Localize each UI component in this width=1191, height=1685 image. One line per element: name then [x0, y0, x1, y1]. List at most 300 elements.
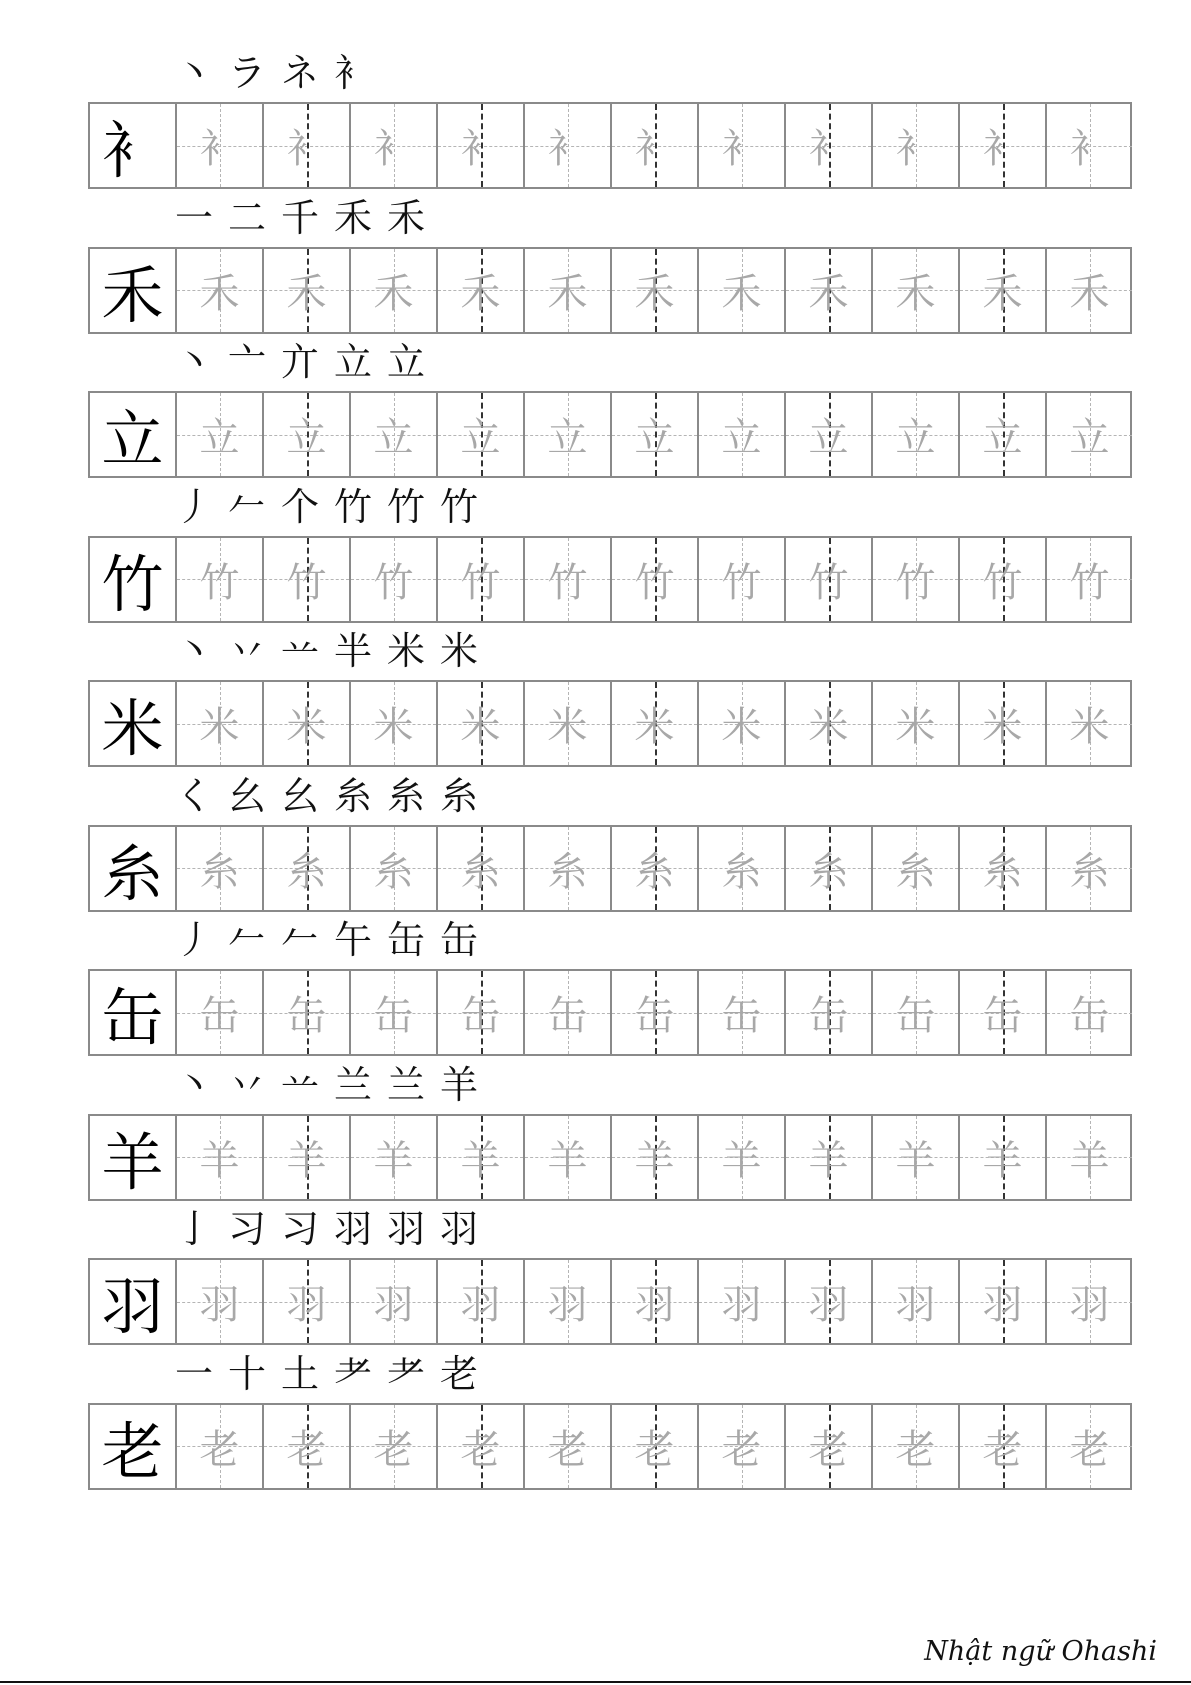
tracing-cell[interactable]: [349, 1116, 436, 1199]
model-character: 缶: [101, 981, 164, 1054]
kanji-row-1: [0, 48, 1191, 203]
tracing-character: 衤: [895, 126, 936, 172]
tracing-character: 羊: [1069, 1137, 1110, 1184]
tracing-character: 羊: [199, 1137, 240, 1184]
tracing-cell[interactable]: [175, 249, 262, 332]
stroke-step: 千: [281, 195, 320, 240]
tracing-character: 羊: [808, 1137, 849, 1184]
stroke-step: 竹: [440, 484, 479, 529]
stroke-step: ラ: [228, 51, 267, 95]
model-character-cell: [90, 393, 175, 476]
model-character-cell: [90, 827, 175, 910]
tracing-cell[interactable]: [958, 393, 1045, 476]
tracing-character: 米: [808, 704, 849, 750]
tracing-cell[interactable]: [523, 827, 610, 910]
stroke-step: 亠: [228, 340, 267, 384]
tracing-cell[interactable]: [436, 104, 523, 187]
tracing-cell[interactable]: [1045, 971, 1132, 1054]
tracing-character: 立: [982, 415, 1023, 461]
practice-grid: [88, 247, 1132, 334]
tracing-cell[interactable]: [871, 827, 958, 910]
tracing-cell[interactable]: [349, 827, 436, 910]
tracing-character: 衤: [460, 126, 501, 172]
stroke-step: 兰: [334, 1062, 373, 1107]
kanji-row-7: [0, 915, 1191, 1070]
tracing-cell[interactable]: [610, 971, 697, 1054]
model-character: 羊: [101, 1125, 164, 1199]
tracing-cell[interactable]: [697, 393, 784, 476]
tracing-character: 糸: [634, 848, 675, 895]
stroke-step: 半: [334, 629, 373, 673]
tracing-cell[interactable]: [697, 249, 784, 332]
model-character: 竹: [101, 547, 164, 621]
stroke-step: 耂: [387, 1351, 426, 1396]
tracing-cell[interactable]: [349, 1260, 436, 1343]
stroke-step: 丶: [175, 629, 214, 673]
tracing-character: 老: [199, 1426, 240, 1473]
stroke-step: 禾: [334, 195, 373, 240]
tracing-cell[interactable]: [262, 827, 349, 910]
tracing-character: 缶: [547, 993, 588, 1039]
tracing-character: 羽: [373, 1282, 414, 1328]
tracing-cell[interactable]: [349, 249, 436, 332]
tracing-cell[interactable]: [958, 249, 1045, 332]
tracing-character: 衤: [547, 126, 588, 172]
stroke-step: 丶: [175, 340, 214, 384]
tracing-cell[interactable]: [784, 393, 871, 476]
model-character-cell: [90, 1405, 175, 1488]
tracing-cell[interactable]: [784, 249, 871, 332]
model-character-cell: [90, 104, 175, 187]
tracing-cell[interactable]: [175, 393, 262, 476]
stroke-step: 十: [228, 1351, 267, 1396]
practice-grid: [88, 825, 1132, 912]
tracing-cell[interactable]: [871, 1260, 958, 1343]
stroke-step: く: [175, 773, 214, 818]
tracing-character: 竹: [373, 559, 414, 606]
tracing-cell[interactable]: [349, 971, 436, 1054]
tracing-character: 米: [982, 704, 1023, 750]
tracing-cell[interactable]: [436, 827, 523, 910]
stroke-step: 糸: [334, 773, 373, 818]
tracing-cell[interactable]: [175, 1405, 262, 1488]
tracing-cell[interactable]: [262, 1405, 349, 1488]
tracing-cell[interactable]: [697, 538, 784, 621]
tracing-cell[interactable]: [958, 1116, 1045, 1199]
tracing-cell[interactable]: [697, 1260, 784, 1343]
tracing-cell[interactable]: [1045, 1116, 1132, 1199]
stroke-step: 个: [281, 484, 320, 529]
tracing-character: 糸: [547, 848, 588, 895]
tracing-cell[interactable]: [262, 393, 349, 476]
stroke-step: 䒑: [281, 629, 320, 673]
tracing-cell[interactable]: [610, 538, 697, 621]
tracing-cell[interactable]: [871, 249, 958, 332]
tracing-cell[interactable]: [523, 538, 610, 621]
stroke-step: 丿: [175, 484, 214, 529]
tracing-cell[interactable]: [958, 827, 1045, 910]
stroke-step: 羽: [387, 1207, 426, 1251]
tracing-character: 禾: [808, 270, 849, 317]
tracing-cell[interactable]: [175, 538, 262, 621]
tracing-character: 禾: [634, 270, 675, 317]
tracing-cell[interactable]: [958, 104, 1045, 187]
tracing-cell[interactable]: [349, 104, 436, 187]
tracing-character: 缶: [895, 993, 936, 1039]
model-character-cell: [90, 971, 175, 1054]
model-character-cell: [90, 682, 175, 765]
tracing-character: 糸: [460, 848, 501, 895]
stroke-step: 耂: [334, 1351, 373, 1396]
tracing-cell[interactable]: [610, 104, 697, 187]
tracing-character: 老: [460, 1426, 501, 1473]
tracing-cell[interactable]: [784, 104, 871, 187]
stroke-step: 糸: [440, 773, 479, 818]
tracing-character: 羽: [286, 1282, 327, 1328]
tracing-cell[interactable]: [436, 1405, 523, 1488]
practice-grid: [88, 102, 1132, 189]
tracing-character: 缶: [634, 993, 675, 1039]
tracing-cell[interactable]: [784, 971, 871, 1054]
model-character: 米: [101, 692, 164, 765]
tracing-character: 老: [895, 1426, 936, 1473]
stroke-step: 亅: [175, 1207, 214, 1251]
tracing-character: 米: [199, 704, 240, 750]
tracing-character: 糸: [286, 848, 327, 895]
tracing-cell[interactable]: [1045, 827, 1132, 910]
tracing-cell[interactable]: [523, 1405, 610, 1488]
tracing-cell[interactable]: [610, 1405, 697, 1488]
tracing-character: 衤: [808, 126, 849, 172]
stroke-step: 丶: [175, 51, 214, 95]
tracing-character: 禾: [982, 270, 1023, 317]
tracing-character: 糸: [808, 848, 849, 895]
kanji-row-4: [0, 482, 1191, 637]
stroke-step: 立: [387, 340, 426, 384]
tracing-character: 竹: [460, 559, 501, 606]
tracing-cell[interactable]: [871, 104, 958, 187]
tracing-cell[interactable]: [436, 682, 523, 765]
stroke-step: 禾: [387, 195, 426, 240]
practice-grid: [88, 536, 1132, 623]
tracing-character: 老: [547, 1426, 588, 1473]
tracing-character: 米: [547, 704, 588, 750]
kanji-row-10: [0, 1349, 1191, 1504]
tracing-cell[interactable]: [871, 1405, 958, 1488]
kanji-row-2: [0, 193, 1191, 348]
tracing-character: 立: [1069, 415, 1110, 461]
tracing-cell[interactable]: [784, 682, 871, 765]
stroke-step: 衤: [334, 51, 373, 95]
tracing-cell[interactable]: [610, 827, 697, 910]
tracing-character: 老: [1069, 1426, 1110, 1473]
tracing-character: 禾: [547, 270, 588, 317]
tracing-character: 立: [373, 415, 414, 461]
brand-signature: Nhật ngữ Ohashi: [924, 1636, 1157, 1667]
tracing-cell[interactable]: [697, 104, 784, 187]
tracing-cell[interactable]: [610, 393, 697, 476]
tracing-cell[interactable]: [1045, 682, 1132, 765]
stroke-step: 䒑: [281, 1062, 320, 1107]
tracing-character: 衤: [982, 126, 1023, 172]
stroke-step: 缶: [440, 918, 479, 962]
tracing-character: 米: [1069, 704, 1110, 750]
stroke-step: 习: [228, 1207, 267, 1251]
tracing-cell[interactable]: [175, 1260, 262, 1343]
stroke-step: ネ: [281, 51, 320, 95]
tracing-character: 米: [373, 704, 414, 750]
stroke-step: 一: [175, 1351, 214, 1396]
tracing-character: 羽: [895, 1282, 936, 1328]
tracing-cell[interactable]: [1045, 249, 1132, 332]
tracing-character: 禾: [721, 270, 762, 317]
tracing-cell[interactable]: [1045, 1405, 1132, 1488]
model-character-cell: [90, 538, 175, 621]
tracing-character: 糸: [721, 848, 762, 895]
tracing-cell[interactable]: [1045, 1260, 1132, 1343]
stroke-step: 糸: [387, 773, 426, 818]
tracing-character: 老: [634, 1426, 675, 1473]
tracing-character: 羊: [721, 1137, 762, 1184]
tracing-cell[interactable]: [262, 104, 349, 187]
tracing-character: 米: [634, 704, 675, 750]
tracing-character: 衤: [1069, 126, 1110, 172]
tracing-character: 羊: [460, 1137, 501, 1184]
tracing-cell[interactable]: [349, 682, 436, 765]
tracing-cell[interactable]: [175, 971, 262, 1054]
tracing-character: 老: [982, 1426, 1023, 1473]
stroke-step: 米: [440, 629, 479, 673]
model-character-cell: [90, 249, 175, 332]
stroke-step: 丷: [228, 629, 267, 673]
tracing-cell[interactable]: [523, 682, 610, 765]
stroke-step: 习: [281, 1207, 320, 1251]
stroke-step: 午: [334, 918, 373, 962]
tracing-character: 羽: [808, 1282, 849, 1328]
model-character: 立: [101, 403, 164, 476]
tracing-character: 禾: [373, 270, 414, 317]
tracing-character: 羊: [895, 1137, 936, 1184]
tracing-character: 立: [721, 415, 762, 461]
tracing-cell[interactable]: [523, 1260, 610, 1343]
practice-grid: [88, 1403, 1132, 1490]
tracing-character: 糸: [895, 848, 936, 895]
practice-grid: [88, 1114, 1132, 1201]
tracing-character: 米: [460, 704, 501, 750]
tracing-cell[interactable]: [871, 682, 958, 765]
tracing-cell[interactable]: [958, 1260, 1045, 1343]
tracing-character: 羽: [199, 1282, 240, 1328]
tracing-character: 竹: [547, 559, 588, 606]
tracing-cell[interactable]: [871, 971, 958, 1054]
tracing-cell[interactable]: [436, 249, 523, 332]
stroke-step: 丿: [175, 918, 214, 962]
stroke-step: 幺: [281, 773, 320, 818]
tracing-character: 衤: [634, 126, 675, 172]
stroke-step: 𠂉: [228, 484, 267, 529]
practice-grid: [88, 969, 1132, 1056]
tracing-cell[interactable]: [262, 1260, 349, 1343]
tracing-cell[interactable]: [436, 393, 523, 476]
tracing-cell[interactable]: [958, 1405, 1045, 1488]
tracing-character: 羽: [547, 1282, 588, 1328]
stroke-step: 幺: [228, 773, 267, 818]
tracing-character: 竹: [895, 559, 936, 606]
stroke-step: 羽: [334, 1207, 373, 1251]
tracing-character: 立: [199, 415, 240, 461]
tracing-character: 缶: [460, 993, 501, 1039]
tracing-character: 衤: [286, 126, 327, 172]
stroke-step: 竹: [334, 484, 373, 529]
model-character: 糸: [101, 836, 164, 910]
tracing-character: 糸: [199, 848, 240, 895]
tracing-character: 羊: [547, 1137, 588, 1184]
stroke-step: 𠂉: [228, 918, 267, 962]
tracing-cell[interactable]: [610, 1116, 697, 1199]
tracing-cell[interactable]: [436, 971, 523, 1054]
tracing-character: 缶: [199, 993, 240, 1039]
tracing-character: 禾: [895, 270, 936, 317]
tracing-cell[interactable]: [175, 827, 262, 910]
tracing-character: 老: [808, 1426, 849, 1473]
tracing-cell[interactable]: [349, 1405, 436, 1488]
tracing-cell[interactable]: [262, 682, 349, 765]
tracing-cell[interactable]: [436, 1116, 523, 1199]
tracing-character: 糸: [1069, 848, 1110, 895]
model-character-cell: [90, 1116, 175, 1199]
tracing-character: 羊: [982, 1137, 1023, 1184]
tracing-cell[interactable]: [262, 538, 349, 621]
tracing-cell[interactable]: [610, 249, 697, 332]
tracing-cell[interactable]: [523, 1116, 610, 1199]
stroke-step: 𠂉: [281, 918, 320, 962]
stroke-step: 羽: [440, 1207, 479, 1251]
tracing-cell[interactable]: [175, 1116, 262, 1199]
tracing-cell[interactable]: [262, 249, 349, 332]
tracing-character: 糸: [982, 848, 1023, 895]
tracing-cell[interactable]: [175, 104, 262, 187]
tracing-character: 羽: [1069, 1282, 1110, 1328]
tracing-cell[interactable]: [523, 393, 610, 476]
tracing-cell[interactable]: [697, 827, 784, 910]
tracing-cell[interactable]: [784, 538, 871, 621]
practice-grid: [88, 1258, 1132, 1345]
tracing-character: 老: [286, 1426, 327, 1473]
tracing-character: 老: [721, 1426, 762, 1473]
tracing-character: 羊: [634, 1137, 675, 1184]
tracing-character: 缶: [286, 993, 327, 1039]
tracing-character: 缶: [721, 993, 762, 1039]
tracing-cell[interactable]: [958, 971, 1045, 1054]
tracing-character: 立: [634, 415, 675, 461]
tracing-cell[interactable]: [349, 393, 436, 476]
practice-grid: [88, 391, 1132, 478]
stroke-step: 兰: [387, 1062, 426, 1107]
tracing-character: 禾: [1069, 270, 1110, 317]
tracing-cell[interactable]: [1045, 104, 1132, 187]
tracing-cell[interactable]: [262, 971, 349, 1054]
tracing-cell[interactable]: [871, 538, 958, 621]
tracing-character: 衤: [199, 126, 240, 172]
tracing-character: 竹: [199, 559, 240, 606]
stroke-step: 土: [281, 1351, 320, 1396]
tracing-character: 立: [286, 415, 327, 461]
tracing-character: 米: [721, 704, 762, 750]
tracing-cell[interactable]: [175, 682, 262, 765]
tracing-character: 缶: [808, 993, 849, 1039]
model-character: 衤: [101, 114, 164, 187]
tracing-cell[interactable]: [523, 249, 610, 332]
stroke-step: 一: [175, 195, 214, 240]
tracing-cell[interactable]: [436, 538, 523, 621]
tracing-cell[interactable]: [1045, 393, 1132, 476]
tracing-cell[interactable]: [523, 104, 610, 187]
tracing-cell[interactable]: [610, 1260, 697, 1343]
stroke-step: 立: [334, 340, 373, 384]
stroke-step: 缶: [387, 918, 426, 962]
tracing-cell[interactable]: [784, 1260, 871, 1343]
tracing-cell[interactable]: [871, 1116, 958, 1199]
kanji-row-6: [0, 771, 1191, 926]
tracing-cell[interactable]: [349, 538, 436, 621]
stroke-step: 丷: [228, 1062, 267, 1107]
tracing-cell[interactable]: [610, 682, 697, 765]
tracing-cell[interactable]: [1045, 538, 1132, 621]
tracing-cell[interactable]: [958, 538, 1045, 621]
tracing-cell[interactable]: [523, 971, 610, 1054]
tracing-cell[interactable]: [958, 682, 1045, 765]
tracing-character: 米: [895, 704, 936, 750]
tracing-character: 立: [808, 415, 849, 461]
tracing-character: 羽: [634, 1282, 675, 1328]
kanji-row-3: [0, 337, 1191, 492]
tracing-cell[interactable]: [784, 1116, 871, 1199]
tracing-cell[interactable]: [871, 393, 958, 476]
model-character-cell: [90, 1260, 175, 1343]
tracing-character: 禾: [199, 270, 240, 317]
tracing-character: 羽: [982, 1282, 1023, 1328]
tracing-cell[interactable]: [697, 1116, 784, 1199]
tracing-character: 立: [460, 415, 501, 461]
tracing-cell[interactable]: [784, 827, 871, 910]
stroke-step: 羊: [440, 1062, 479, 1107]
tracing-cell[interactable]: [262, 1116, 349, 1199]
footer-rule: [0, 1681, 1191, 1683]
tracing-character: 羽: [460, 1282, 501, 1328]
tracing-character: 衤: [373, 126, 414, 172]
tracing-character: 老: [373, 1426, 414, 1473]
tracing-character: 禾: [286, 270, 327, 317]
tracing-cell[interactable]: [697, 682, 784, 765]
stroke-step: 丶: [175, 1062, 214, 1107]
tracing-cell[interactable]: [697, 971, 784, 1054]
tracing-character: 竹: [634, 559, 675, 606]
tracing-character: 竹: [1069, 559, 1110, 606]
kanji-row-5: [0, 626, 1191, 781]
tracing-character: 缶: [1069, 993, 1110, 1039]
tracing-cell[interactable]: [784, 1405, 871, 1488]
tracing-cell[interactable]: [436, 1260, 523, 1343]
stroke-step: 老: [440, 1351, 479, 1396]
tracing-character: 羊: [286, 1137, 327, 1184]
tracing-character: 衤: [721, 126, 762, 172]
tracing-character: 糸: [373, 848, 414, 895]
tracing-character: 羊: [373, 1137, 414, 1184]
stroke-step: 二: [228, 195, 267, 240]
tracing-character: 立: [895, 415, 936, 461]
tracing-character: 米: [286, 704, 327, 750]
tracing-cell[interactable]: [697, 1405, 784, 1488]
